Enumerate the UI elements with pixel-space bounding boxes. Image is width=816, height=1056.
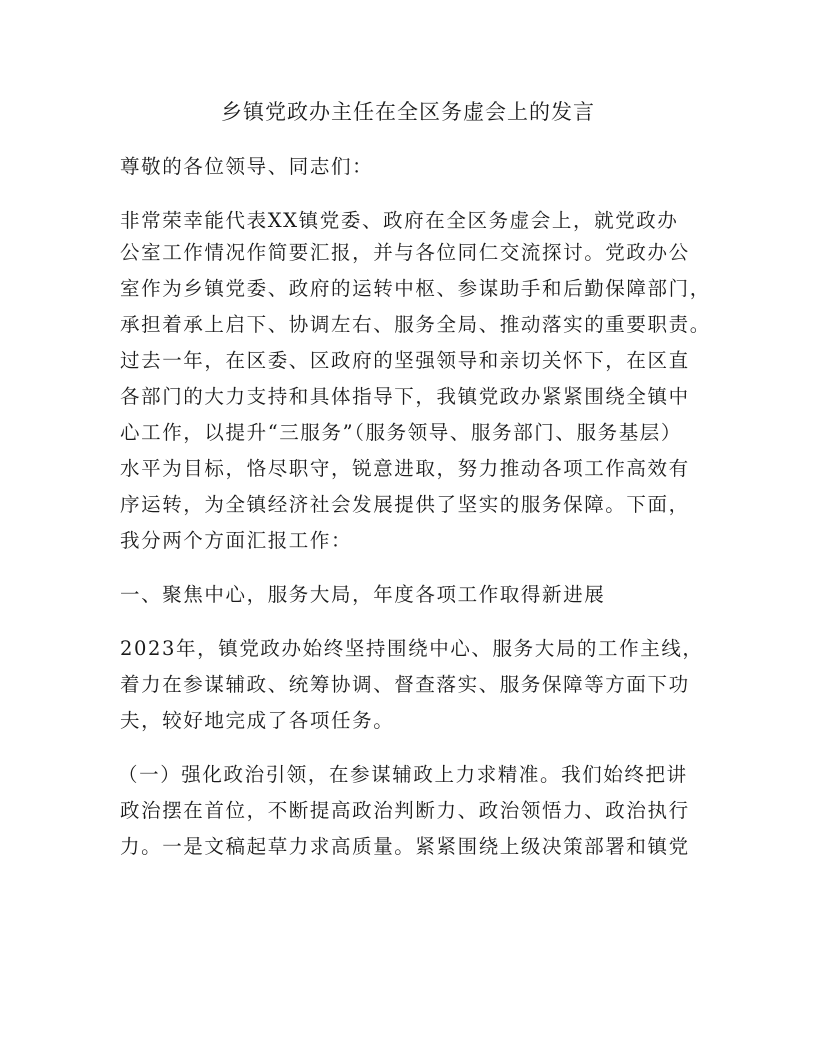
paragraph-line: 室作为乡镇党委、政府的运转中枢、参谋助手和后勤保障部门， xyxy=(120,277,711,300)
paragraph-line: 序运转，为全镇经济社会发展提供了坚实的服务保障。下面， xyxy=(120,493,690,516)
paragraph-line: 公室工作情况作简要汇报，并与各位同仁交流探讨。党政办公 xyxy=(120,241,690,264)
paragraph-line: （一）强化政治引领，在参谋辅政上力求精准。我们始终把讲 xyxy=(118,763,688,786)
paragraph-line: 政治摆在首位，不断提高政治判断力、政治领悟力、政治执行 xyxy=(120,799,690,822)
paragraph-line: 2023年，镇党政办始终坚持围绕中心、服务大局的工作主线， xyxy=(120,637,704,660)
paragraph-line: 承担着承上启下、协调左右、服务全局、推动落实的重要职责。 xyxy=(120,313,711,336)
paragraph-line: 心工作，以提升“三服务”（服务领导、服务部门、服务基层） xyxy=(120,421,682,444)
paragraph-line: 过去一年，在区委、区政府的坚强领导和亲切关怀下，在区直 xyxy=(120,349,690,372)
salutation: 尊敬的各位领导、同志们： xyxy=(120,155,374,178)
paragraph-line: 力。一是文稿起草力求高质量。紧紧围绕上级决策部署和镇党 xyxy=(120,835,690,858)
paragraph-line: 各部门的大力支持和具体指导下，我镇党政办紧紧围绕全镇中 xyxy=(120,385,690,408)
section-heading: 一、聚焦中心，服务大局，年度各项工作取得新进展 xyxy=(120,583,606,606)
paragraph-line: 水平为目标，恪尽职守，锐意进取，努力推动各项工作高效有 xyxy=(120,457,690,480)
paragraph-line: 夫，较好地完成了各项任务。 xyxy=(120,709,395,732)
document-title: 乡镇党政办主任在全区务虚会上的发言 xyxy=(221,100,595,124)
paragraph-line: 非常荣幸能代表XX镇党委、政府在全区务虚会上，就党政办 xyxy=(120,209,679,232)
paragraph-line: 我分两个方面汇报工作： xyxy=(120,529,353,552)
paragraph-line: 着力在参谋辅政、统筹协调、督查落实、服务保障等方面下功 xyxy=(120,673,690,696)
